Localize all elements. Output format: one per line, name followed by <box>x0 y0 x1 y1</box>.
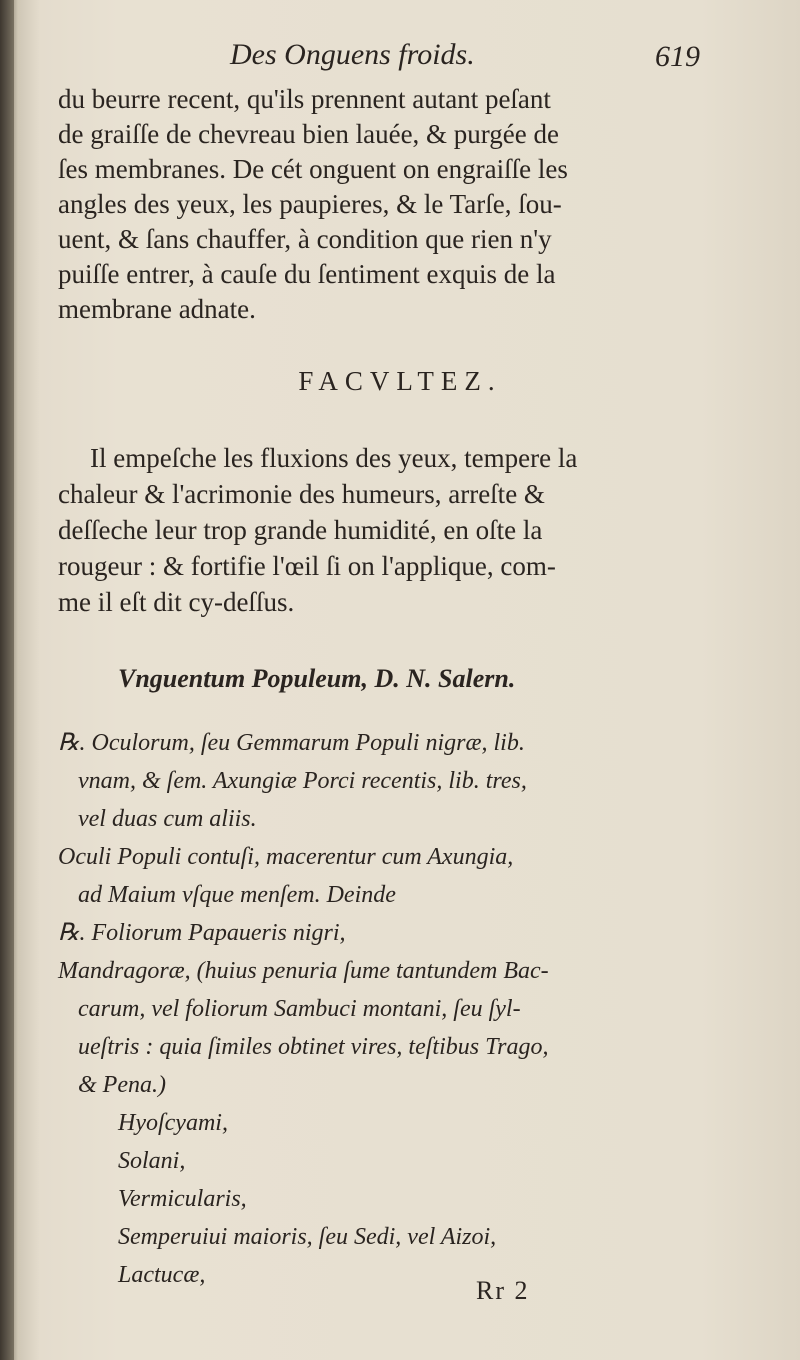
text-line: uent, & ſans chauffer, à condition que rien n'y <box>58 224 552 254</box>
section-heading: FACVLTEZ. <box>298 366 502 396</box>
text-line: puiſſe entrer, à cauſe du ſentiment exquis de la <box>58 259 556 289</box>
recipe-line: Lactucæ, <box>118 1262 206 1288</box>
recipe-line: ad Maium vſque menſem. Deinde <box>78 882 396 908</box>
opening-paragraph <box>58 82 698 327</box>
recipe-line: Solani, <box>118 1148 186 1174</box>
recipe-title: Vnguentum Populeum, D. N. Salern. <box>118 664 516 693</box>
recipe-line: ℞. Foliorum Papaueris nigri, <box>58 920 346 946</box>
recipe-line: vnam, & ſem. Axungiæ Porci recentis, lib. tres, <box>78 768 527 794</box>
text-line: rougeur : & fortifie l'œil ſi on l'applique, com- <box>58 551 556 581</box>
signature-mark: Rr 2 <box>476 1276 530 1305</box>
recipe-line: ℞. Oculorum, ſeu Gemmarum Populi nigræ, lib. <box>58 730 525 756</box>
text-line: chaleur & l'acrimonie des humeurs, arreſte & <box>58 479 545 509</box>
recipe-line: carum, vel foliorum Sambuci montani, ſeu ſyl- <box>78 996 521 1022</box>
text-line: de graiſſe de chevreau bien lauée, & purgée de <box>58 119 560 149</box>
page-gutter <box>0 0 14 1360</box>
recipe-body <box>58 724 708 1294</box>
text-line: deſſeche leur trop grande humidité, en oſte la <box>58 515 543 545</box>
recipe-line: Oculi Populi contuſi, macerentur cum Axungia, <box>58 844 514 870</box>
page-header <box>60 38 700 88</box>
recipe-line: Mandragoræ, (huius penuria ſume tantundem Bac- <box>58 958 549 984</box>
text-line: angles des yeux, les paupieres, & le Tarſe, ſou- <box>58 189 562 219</box>
opening-paragraph-lines <box>58 82 698 327</box>
recipe-line: & Pena.) <box>78 1072 166 1098</box>
text-line: ſes membranes. De cét onguent on engraiſſe les <box>58 154 568 184</box>
text-line: du beurre recent, qu'ils prennent autant peſant <box>58 84 551 114</box>
facultez-paragraph-lines <box>58 440 698 620</box>
text-line: Il empeſche les fluxions des yeux, tempere la <box>90 443 578 473</box>
recipe-line: Hyoſcyami, <box>118 1110 228 1136</box>
recipe-line: vel duas cum aliis. <box>78 806 257 832</box>
recipe-line: Vermicularis, <box>118 1186 247 1212</box>
recipe-line: Semperuiui maioris, ſeu Sedi, vel Aizoi, <box>118 1224 497 1250</box>
text-line: membrane adnate. <box>58 294 256 324</box>
facultez-paragraph <box>58 440 698 620</box>
text-line: me il eſt dit cy-deſſus. <box>58 587 295 617</box>
running-title: Des Onguens froids. <box>230 38 475 71</box>
page-number: 619 <box>655 40 700 73</box>
recipe-line: ueſtris : quia ſimiles obtinet vires, teſtibus Trago, <box>78 1034 549 1060</box>
